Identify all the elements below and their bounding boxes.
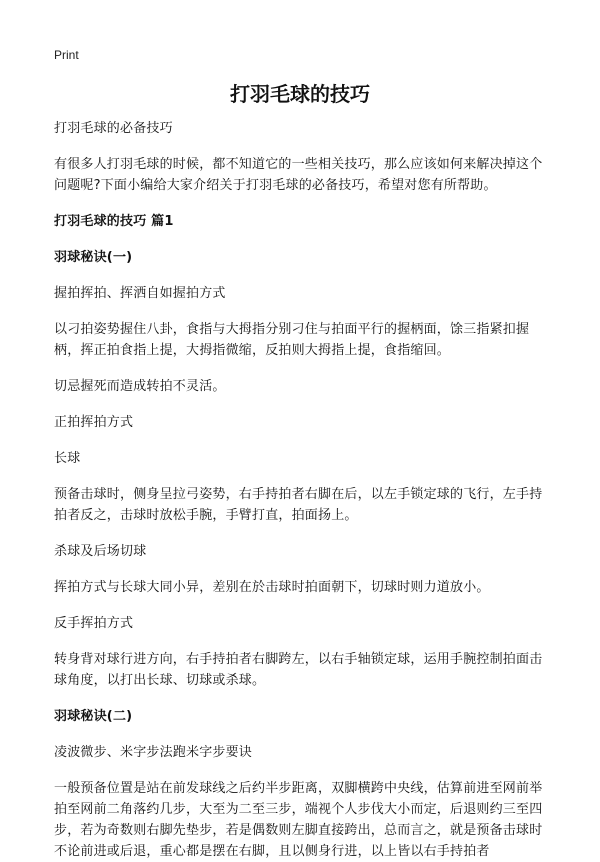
paragraph: 凌波微步、米字步法跑米字步要诀 <box>54 745 253 760</box>
paragraph: 杀球及后场切球 <box>54 544 147 559</box>
intro-heading: 打羽毛球的必备技巧 <box>54 121 173 136</box>
paragraph: 预备击球时，侧身呈拉弓姿势，右手持拍者右脚在后，以左手锁定球的飞行，左手持拍者反之，击球时放松手腕，手臂打直，拍面扬上。 <box>54 487 543 523</box>
section-heading: 打羽毛球的技巧 篇1 <box>54 214 174 229</box>
paragraph: 以刁拍姿势握住八卦，食指与大拇指分别刁住与拍面平行的握柄面，馀三指紧扣握柄，挥正拍食指上提，大拇指微缩，反拍则大拇指上提，食指缩回。 <box>54 322 530 358</box>
paragraph: 切忌握死而造成转拍不灵活。 <box>54 379 226 394</box>
article-body <box>54 118 548 862</box>
paragraph: 转身背对球行进方向，右手持拍者右脚跨左，以右手轴锁定球，运用手腕控制拍面击球角度，以打出长球、切球或杀球。 <box>54 652 543 688</box>
paragraph: 正拍挥拍方式 <box>54 415 134 430</box>
print-link[interactable]: Print <box>54 48 79 62</box>
paragraph: 反手挥拍方式 <box>54 616 134 631</box>
paragraph: 一般预备位置是站在前发球线之后约半步距离，双脚横跨中央线，估算前进至网前举拍至网前二角落约几步，大至为二至三步，端视个人步伐大小而定，后退则约三至四步，若为奇数则右脚先垫步，若是偶数则左脚直接跨出，总而言之，就是预备击球时不论前进或后退，重心都是摆在右脚，且以侧身行进，以上皆以右手持拍者 <box>54 781 543 859</box>
subsection-heading: 羽球秘诀(一) <box>54 250 133 265</box>
paragraph: 挥拍方式与长球大同小异，差别在於击球时拍面朝下，切球时则力道放小。 <box>54 580 490 595</box>
document-title: 打羽毛球的技巧 <box>230 82 370 106</box>
paragraph: 握拍挥拍、挥洒自如握拍方式 <box>54 286 226 301</box>
subsection-heading: 羽球秘诀(二) <box>54 709 133 724</box>
paragraph: 长球 <box>54 451 81 466</box>
intro-paragraph: 有很多人打羽毛球的时候，都不知道它的一些相关技巧，那么应该如何来解决掉这个问题呢?下面小编给大家介绍关于打羽毛球的必备技巧，希望对您有所帮助。 <box>54 157 543 193</box>
